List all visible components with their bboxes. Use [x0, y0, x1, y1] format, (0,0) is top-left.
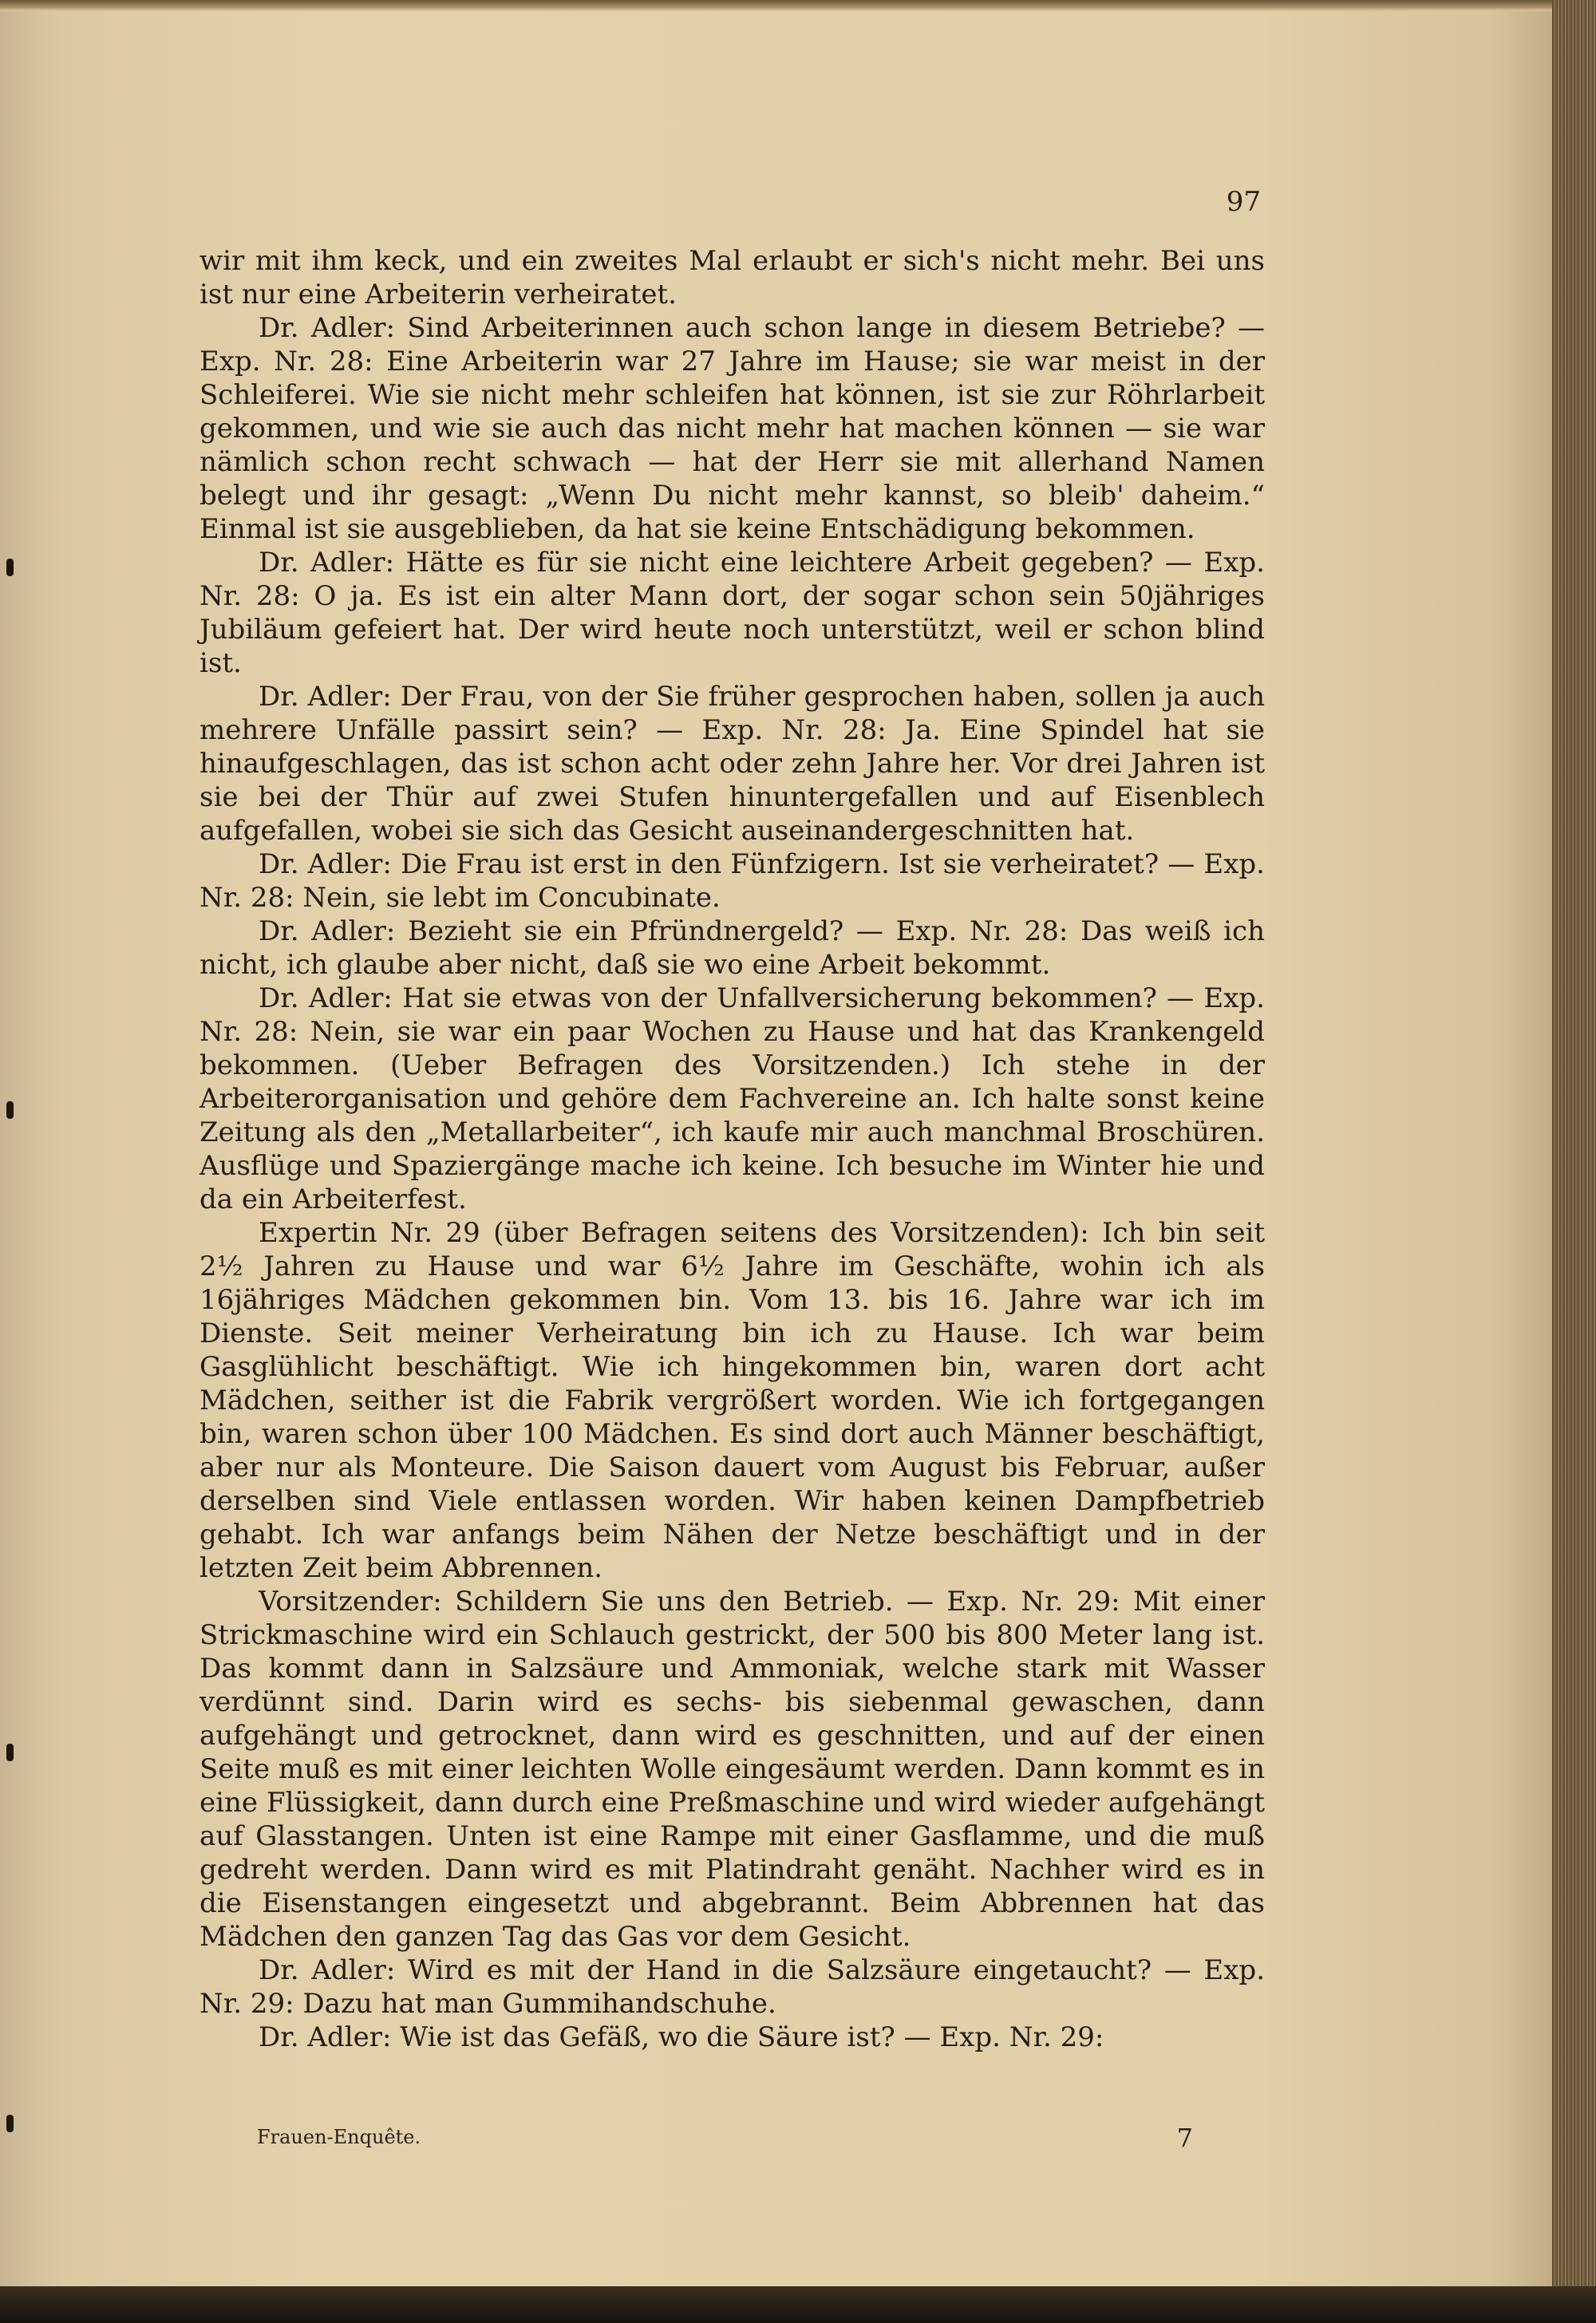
paragraph: Dr. Adler: Die Frau ist erst in den Fünfzigern. Ist sie verheiratet? — Exp. Nr. 28: Nein, sie lebt im Concubinate. — [200, 848, 1265, 914]
page-number: 97 — [1226, 186, 1261, 218]
page-footer — [200, 2123, 1265, 2155]
paragraph: Dr. Adler: Hat sie etwas von der Unfallversicherung bekommen? — Exp. Nr. 28: Nein, sie war ein paar Wochen zu Hause und hat das Krankengeld bekommen. (Ueber Befragen des Vorsitzenden.) Ich stehe in der Arbeiterorganisation und gehöre dem Fachvereine an. Ich halte sonst keine Zeitung als den „Metallarbeiter“, ich kaufe mir auch manchmal Broschüren. Ausflüge und Spaziergänge mache ich keine. Ich besuche im Winter hie und da ein Arbeiterfest. — [200, 982, 1265, 1215]
paragraph: Dr. Adler: Bezieht sie ein Pfründnergeld? — Exp. Nr. 28: Das weiß ich nicht, ich glaube aber nicht, daß sie wo eine Arbeit bekommt. — [200, 915, 1265, 981]
paragraph: Dr. Adler: Wird es mit der Hand in die Salzsäure eingetaucht? — Exp. Nr. 29: Dazu hat man Gummihandschuhe. — [200, 1954, 1265, 2020]
paragraph: Expertin Nr. 29 (über Befragen seitens des Vorsitzenden): Ich bin seit 2½ Jahren zu Hause und war 6½ Jahre im Geschäfte, wohin ich als 16jähriges Mädchen gekommen bin. Vom 13. bis 16. Jahre war ich im Dienste. Seit meiner Verheiratung bin ich zu Hause. Ich war beim Gasglühlicht beschäftigt. Wie ich hingekommen bin, waren dort acht Mädchen, seither ist die Fabrik vergrößert worden. Wie ich fortgegangen bin, waren schon über 100 Mädchen. Es sind dort auch Männer beschäftigt, aber nur als Monteure. Die Saison dauert vom August bis Februar, außer derselben sind Viele entlassen worden. Wir haben keinen Dampfbetrieb gehabt. Ich war anfangs beim Nähen der Netze beschäftigt und in der letzten Zeit beim Abbrennen. — [200, 1217, 1265, 1584]
paragraph: Dr. Adler: Hätte es für sie nicht eine leichtere Arbeit gegeben? — Exp. Nr. 28: O ja. Es ist ein alter Mann dort, der sogar schon sein 50jähriges Jubiläum gefeiert hat. Der wird heute noch unterstützt, weil er schon blind ist. — [200, 547, 1265, 679]
paragraph: wir mit ihm keck, und ein zweites Mal erlaubt er sich's nicht mehr. Bei uns ist nur eine Arbeiterin verheiratet. — [200, 245, 1265, 310]
paragraph: Dr. Adler: Wie ist das Gefäß, wo die Säure ist? — Exp. Nr. 29: — [259, 2021, 1104, 2053]
signature-mark: Frauen-Enquête. — [257, 2126, 421, 2148]
body-text — [200, 244, 1265, 2054]
paragraph: Dr. Adler: Der Frau, von der Sie früher gesprochen haben, sollen ja auch mehrere Unfälle passirt sein? — Exp. Nr. 28: Ja. Eine Spindel hat sie hinaufgeschlagen, das ist schon acht oder zehn Jahre her. Vor drei Jahren ist sie bei der Thür auf zwei Stufen hinuntergefallen und auf Eisenblech aufgefallen, wobei sie sich das Gesicht auseinandergeschnitten hat. — [200, 681, 1265, 847]
binding-mark — [6, 1101, 14, 1119]
binding-mark — [6, 2115, 14, 2132]
scan-background — [0, 2286, 1596, 2323]
page-top-edge — [0, 0, 1552, 11]
binding-mark — [6, 559, 14, 576]
binding-mark — [6, 1744, 14, 1761]
paragraph: Vorsitzender: Schildern Sie uns den Betrieb. — Exp. Nr. 29: Mit einer Strickmaschine wird ein Schlauch gestrickt, der 500 bis 800 Meter lang ist. Das kommt dann in Salzsäure und Ammoniak, welche stark mit Wasser verdünnt sind. Darin wird es sechs- bis siebenmal gewaschen, dann aufgehängt und getrocknet, dann wird es geschnitten, und auf der einen Seite muß es mit einer leichten Wolle eingesäumt werden. Dann kommt es in eine Flüssigkeit, dann durch eine Preßmaschine und wird wieder aufgehängt auf Glasstangen. Unten ist eine Rampe mit einer Gasflamme, und die muß gedreht werden. Dann wird es mit Platindraht genäht. Nachher wird es in die Eisenstangen eingesetzt und abgebrannt. Beim Abbrennen hat das Mädchen den ganzen Tag das Gas vor dem Gesicht. — [200, 1586, 1265, 1953]
page-stack-edge — [1552, 0, 1596, 2323]
sheet-number: 7 — [1176, 2123, 1193, 2153]
paragraph: Dr. Adler: Sind Arbeiterinnen auch schon lange in diesem Betriebe? — Exp. Nr. 28: Eine Arbeiterin war 27 Jahre im Hause; sie war meist in der Schleiferei. Wie sie nicht mehr schleifen hat können, ist sie zur Röhrlarbeit gekommen, und wie sie auch das nicht mehr hat machen können — sie war nämlich schon recht schwach — hat der Herr sie mit allerhand Namen belegt und ihr gesagt: „Wenn Du nicht mehr kannst, so bleib' daheim.“ Einmal ist sie ausgeblieben, da hat sie keine Entschädigung bekommen. — [200, 312, 1265, 545]
